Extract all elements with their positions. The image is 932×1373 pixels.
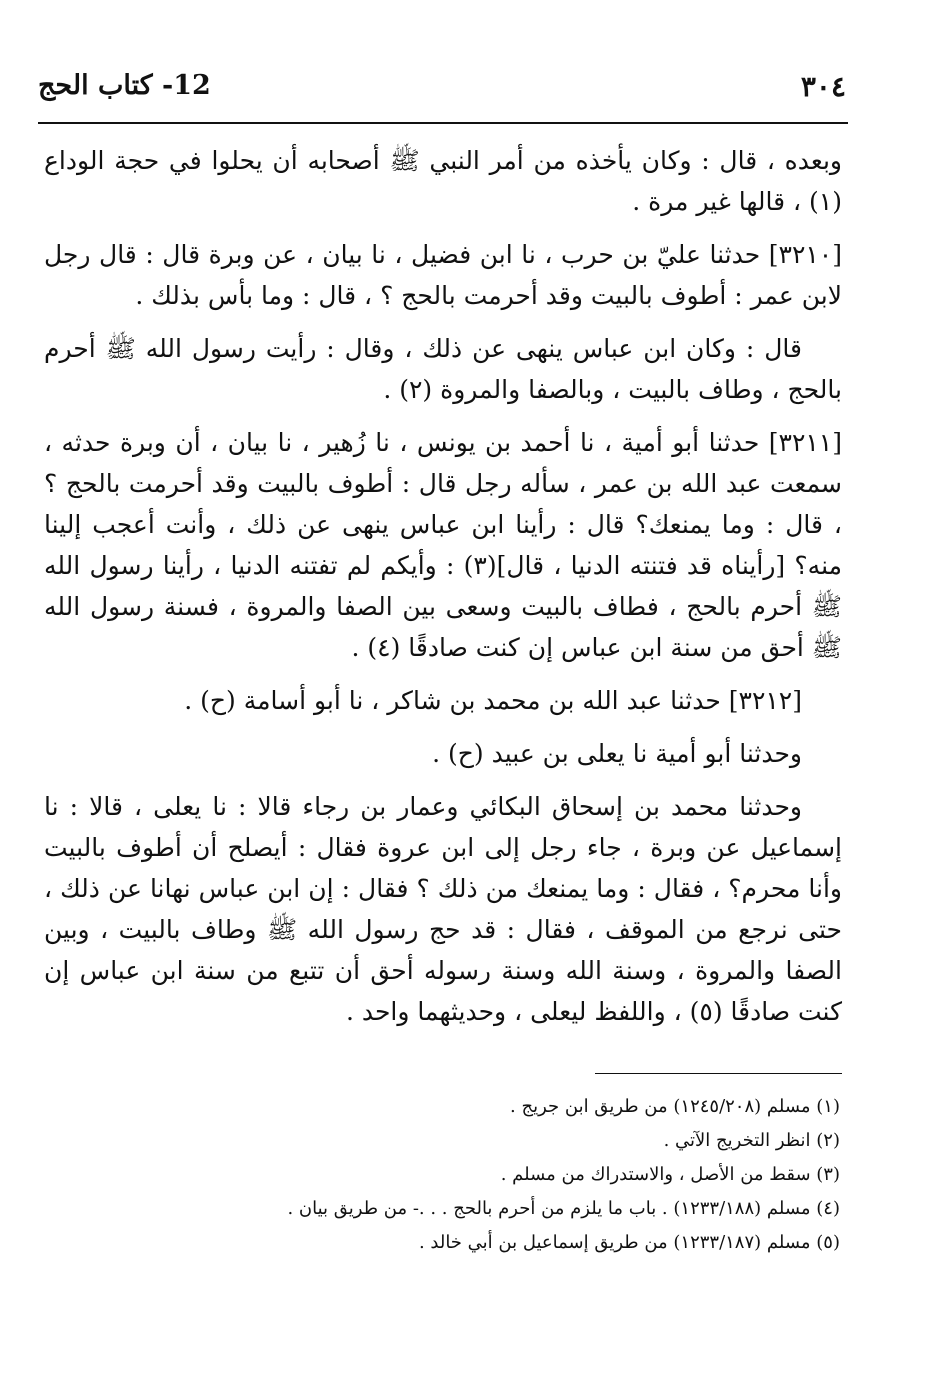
- footnote-5: (٥) مسلم (١٢٣٣/١٨٧) من طريق إسماعيل بن أبي خالد .: [418, 1232, 840, 1253]
- chapter-title: 12- كتاب الحج: [38, 70, 211, 101]
- hadith-3212-chain-3: وحدثنا محمد بن إسحاق البكائي وعمار بن رجاء قالا : نا يعلى ، قالا : نا إسماعيل عن وبرة ، جاء رجل إلى ابن عروة فقال : أيصلح أن أطوف بالبيت وأنا محرم؟ ، فقال : وما يمنعك من ذلك ؟ فقال : إن ابن عباس نهانا عن ذلك ، حتى نرجع من الموقف ، فقال : قد حج رسول الله ﷺ وطاف بالبيت ، وبين الصفا والمروة ، وسنة الله وسنة رسوله أحق أن تتبع من سنة ابن عباس إن كنت صادقًا (٥) ، واللفظ ليعلى ، وحديثهما واحد .: [44, 792, 842, 1026]
- footnote-divider: [595, 1073, 842, 1074]
- hadith-3210: [٣٢١٠] حدثنا عليّ بن حرب ، نا ابن فضيل ، نا بيان ، عن وبرة قال : قال رجل لابن عمر : أطوف بالبيت وقد أحرمت بالحج ؟ ، قال : وما بأس بذلك .: [44, 240, 842, 310]
- header-divider: [38, 122, 848, 124]
- page-header: [38, 70, 846, 110]
- hadith-3212: [٣٢١٢] حدثنا عبد الله بن محمد بن شاكر ، نا أبو أسامة (ح) .: [184, 686, 802, 715]
- hadith-3211: [٣٢١١] حدثنا أبو أمية ، نا أحمد بن يونس ، نا زُهير ، نا بيان ، أن وبرة حدثه ، سمعت عبد الله بن عمر ، سأله رجل قال : أطوف بالبيت وقد أحرمت بالحج ؟ ، قال : وما يمنعك؟ قال : رأينا ابن عباس ينهى عن ذلك ، وأنت أعجب إلينا منه؟ [رأيناه قد فتنته الدنيا ، قال](٣) : وأيكم لم تفتنه الدنيا ، رأينا رسول الله ﷺ أحرم بالحج ، فطاف بالبيت وسعى بين الصفا والمروة ، فسنة رسول الله ﷺ أحق من سنة ابن عباس إن كنت صادقًا (٤) .: [44, 428, 843, 662]
- paragraph-continuation: وبعده ، قال : وكان يأخذه من أمر النبي ﷺ أصحابه أن يحلوا في حجة الوداع (١) ، قالها غير مرة .: [44, 146, 842, 216]
- footnote-3: (٣) سقط من الأصل ، والاستدراك من مسلم .: [500, 1164, 840, 1185]
- footnote-4: (٤) مسلم (١٢٣٣/١٨٨) . باب ما يلزم من أحرم بالحج . . .- من طريق بيان .: [287, 1198, 840, 1219]
- hadith-3212-chain-2: وحدثنا أبو أمية نا يعلى بن عبيد (ح) .: [432, 739, 802, 768]
- main-text: [44, 140, 842, 1044]
- page-number: ٣٠٤: [800, 70, 846, 103]
- footnote-2: (٢) انظر التخريج الآتي .: [663, 1130, 840, 1151]
- hadith-3210-continued: قال : وكان ابن عباس ينهى عن ذلك ، وقال : رأيت رسول الله ﷺ أحرم بالحج ، وطاف بالبيت ، وبالصفا والمروة (٢) .: [44, 334, 842, 404]
- footnotes: [44, 1090, 840, 1260]
- footnote-1: (١) مسلم (١٢٤٥/٢٠٨) من طريق ابن جريج .: [510, 1096, 840, 1117]
